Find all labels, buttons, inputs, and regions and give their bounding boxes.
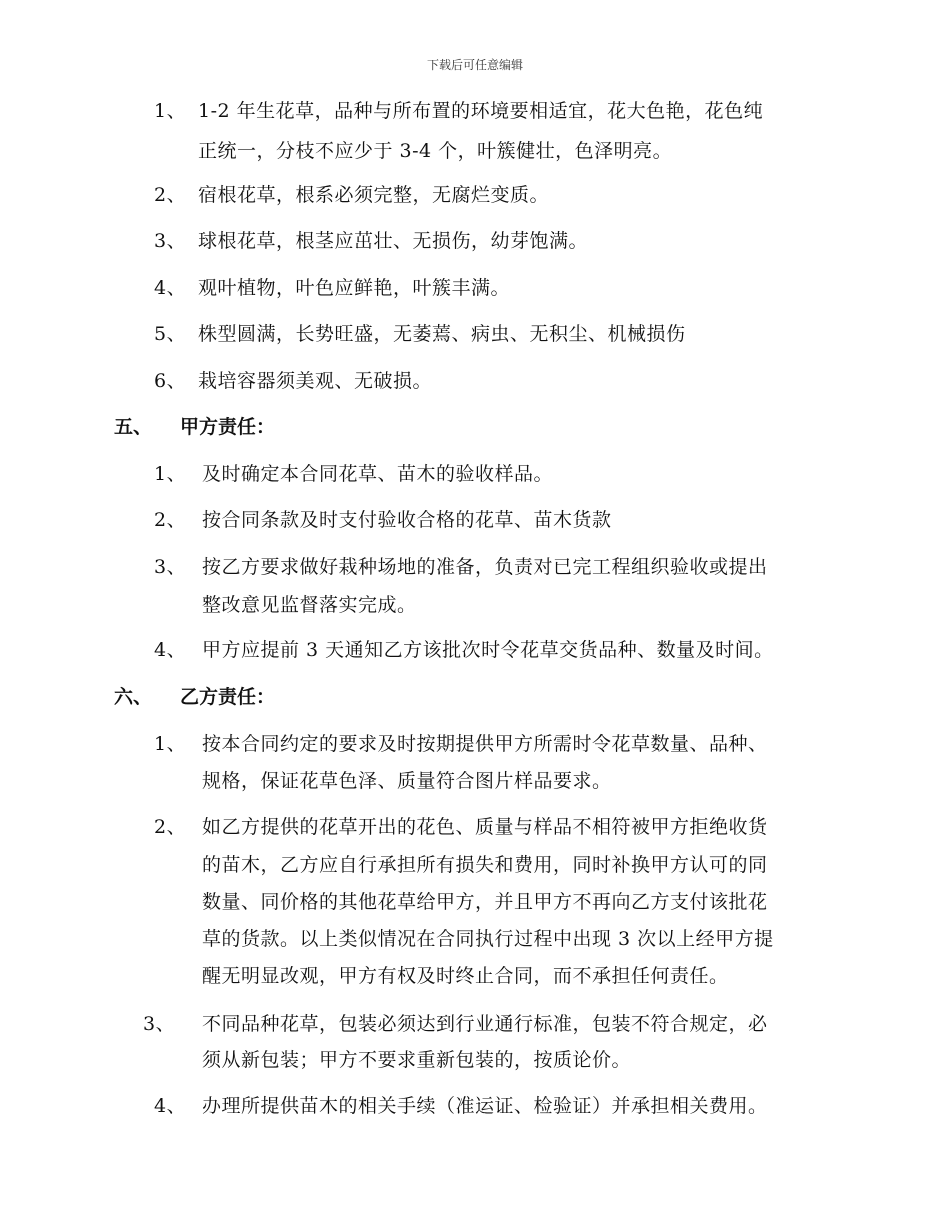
list-item-text: 按乙方要求做好栽种场地的准备，负责对已完工程组织验收或提出 [202,556,768,578]
list-item-text: 办理所提供苗木的相关手续（准运证、检验证）并承担相关费用。 [202,1095,768,1117]
list-item-number: 4、 [154,639,187,661]
list-item-number: 6、 [154,370,187,392]
list-item-text: 及时确定本合同花草、苗木的验收样品。 [202,463,554,485]
list-item-text: 正统一，分枝不应少于 3-4 个，叶簇健壮，色泽明亮。 [198,140,673,162]
list-item-number: 1、 [154,100,187,122]
list-item-number: 3、 [143,1013,176,1035]
list-item-text: 按本合同约定的要求及时按期提供甲方所需时令花草数量、品种、 [202,733,768,755]
list-item-text: 不同品种花草，包装必须达到行业通行标准，包装不符合规定，必 [202,1013,768,1035]
list-item-number: 2、 [154,816,187,838]
list-item-text: 株型圆满，长势旺盛，无萎蔫、病虫、无积尘、机械损伤 [198,323,686,345]
list-item-text: 如乙方提供的花草开出的花色、质量与样品不相符被甲方拒绝收货 [202,816,768,838]
section-title: 甲方责任： [180,416,276,438]
list-item-number: 1、 [154,733,187,755]
list-item-number: 1、 [154,463,187,485]
list-item-number: 3、 [154,556,187,578]
list-item-text: 按合同条款及时支付验收合格的花草、苗木货款 [202,509,612,531]
list-item-text: 球根花草，根茎应茁壮、无损伤，幼芽饱满。 [198,230,589,252]
list-item-number: 2、 [154,509,187,531]
list-item-text: 整改意见监督落实完成。 [202,594,417,616]
list-item-text: 须从新包装；甲方不要求重新包装的，按质论价。 [202,1049,632,1071]
list-item-text: 宿根花草，根系必须完整，无腐烂变质。 [198,184,550,206]
section-title: 乙方责任： [180,686,276,708]
list-item-number: 4、 [154,277,187,299]
list-item-number: 4、 [154,1095,187,1117]
list-item-text: 规格，保证花草色泽、质量符合图片样品要求。 [202,770,612,792]
list-item-text: 的苗木，乙方应自行承担所有损失和费用，同时补换甲方认可的同 [202,854,768,876]
list-item-text: 醒无明显改观，甲方有权及时终止合同，而不承担任何责任。 [202,965,729,987]
list-item-text: 草的货款。以上类似情况在合同执行过程中出现 3 次以上经甲方提 [202,928,774,950]
list-item-number: 2、 [154,184,187,206]
list-item-text: 甲方应提前 3 天通知乙方该批次时令花草交货品种、数量及时间。 [202,639,774,661]
list-item-text: 数量、同价格的其他花草给甲方，并且甲方不再向乙方支付该批花 [202,891,768,913]
list-item-number: 3、 [154,230,187,252]
page-header: 下载后可任意编辑 [426,58,523,72]
list-item-text: 观叶植物，叶色应鲜艳，叶簇丰满。 [198,277,511,299]
list-item-text: 1-2 年生花草，品种与所布置的环境要相适宜，花大色艳，花色纯 [198,100,764,122]
section-number: 五、 [114,416,153,438]
section-number: 六、 [114,686,153,708]
list-item-number: 5、 [154,323,187,345]
list-item-text: 栽培容器须美观、无破损。 [198,370,433,392]
